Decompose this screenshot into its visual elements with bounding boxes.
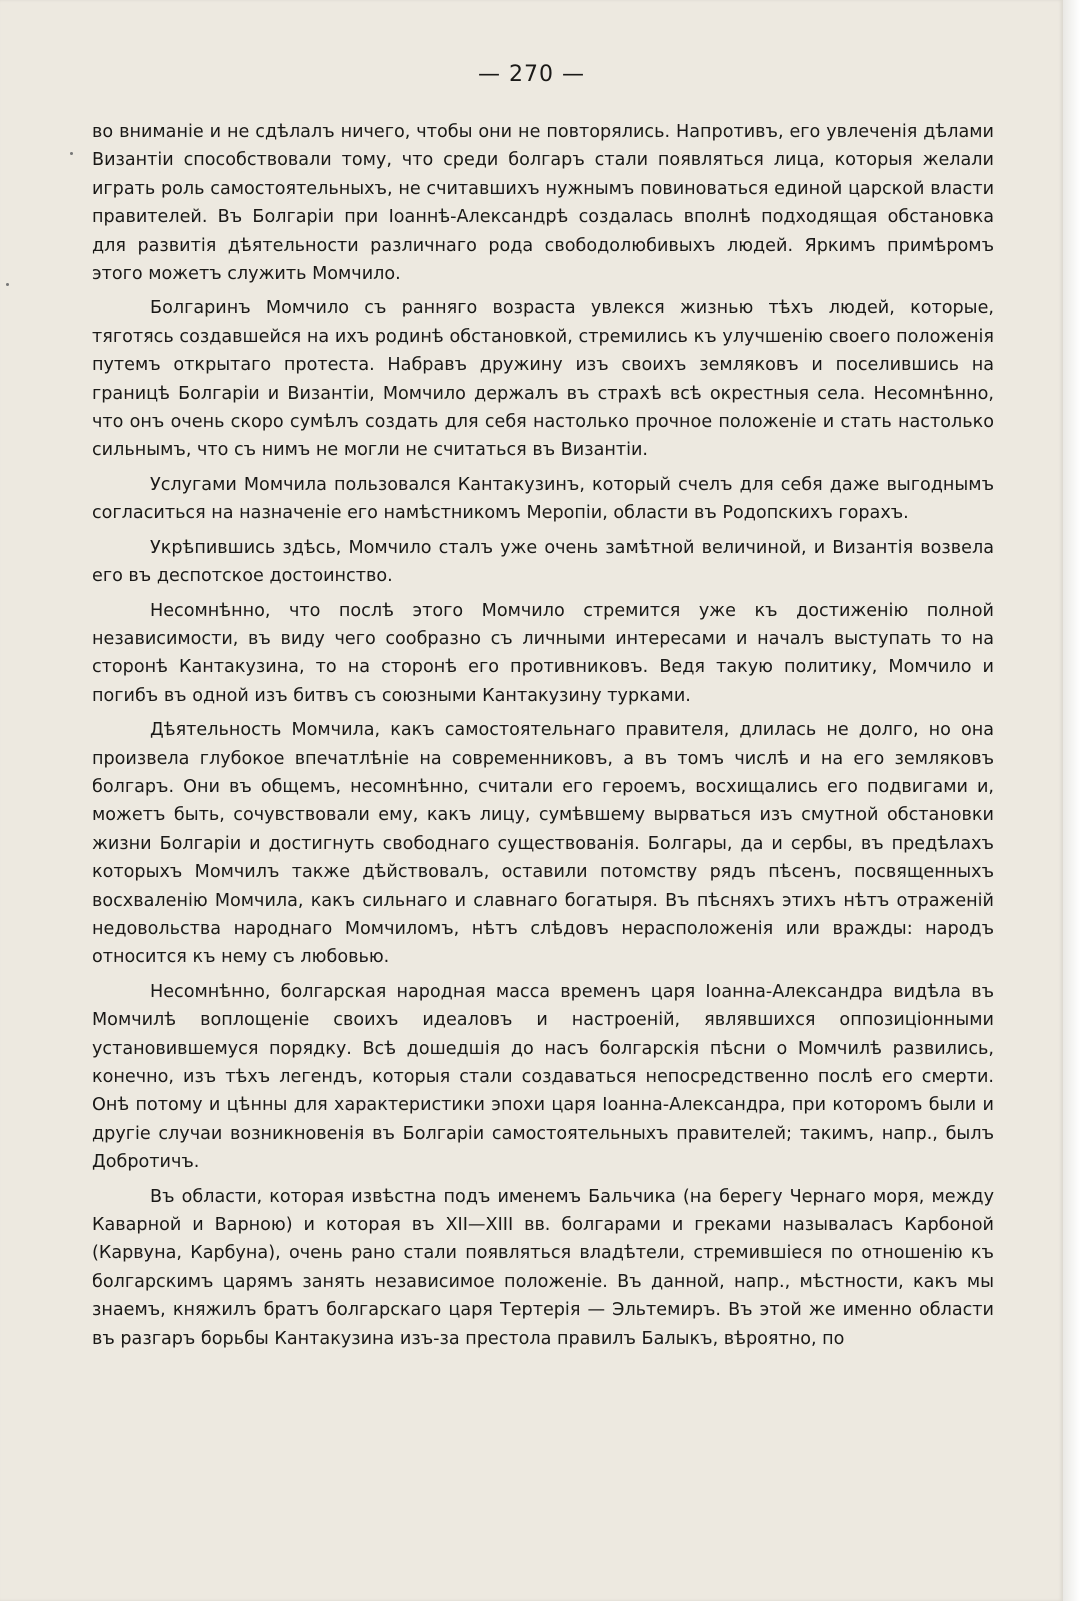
scan-speck [70,152,73,155]
paragraph-7: Несомнѣнно, болгарская народная масса временъ царя Іоанна-Александра видѣла въ Момчилѣ воплощеніе своихъ идеаловъ и настроеній, являвшихся оппозиціонными установившемуся порядку. Всѣ дошедшія до насъ болгарскія пѣсни о Момчилѣ развились, конечно, изъ тѣхъ легендъ, которыя стали создаваться непосредственно послѣ его смерти. Онѣ потому и цѣнны для характеристики эпохи царя Іоанна-Александра, при которомъ были и другіе случаи возникновенія въ Болгаріи самостоятельныхъ правителей; такимъ, напр., былъ Добротичъ. [92,981,994,1173]
paragraph-8: Въ области, которая извѣстна подъ именемъ Бальчика (на берегу Чернаго моря, между Каварной и Варною) и которая въ XII—XIII вв. болгарами и греками называласъ Карбоной (Карвуна, Карбуна), очень рано стали появляться владѣтели, стремившіеся по отношенію къ болгарскимъ царямъ занять независимое положеніе. Въ данной, напр., мѣстности, какъ мы знаемъ, княжилъ братъ болгарскаго царя Тертерія — Эльтемиръ. Въ этой же именно области въ разгаръ борьбы Кантакузина изъ-за престола правилъ Балыкъ, вѣроятно, по [92,1186,994,1349]
paragraph-5: Несомнѣнно, что послѣ этого Момчило стремится уже къ достиженію полной независимости, въ виду чего сообразно съ личными интересами и началъ выступать то на сторонѣ Кантакузина, то на сторонѣ его противниковъ. Ведя такую политику, Момчило и погибъ въ одной изъ битвъ съ союзными Кантакузину турками. [92,600,994,706]
paragraph-6: Дѣятельность Момчила, какъ самостоятельнаго правителя, длилась не долго, но она произвела глубокое впечатлѣніе на современниковъ, а въ томъ числѣ и на его земляковъ болгаръ. Они въ общемъ, несомнѣнно, считали его героемъ, восхищались его подвигами и, можетъ быть, сочувствовали ему, какъ лицу, сумѣвшему вырваться изъ смутной обстановки жизни Болгаріи и достигнуть свободнаго существованія. Болгары, да и сербы, въ предѣлахъ которыхъ Момчилъ также дѣйствовалъ, оставили потомству рядъ пѣсенъ, посвященныхъ восхваленію Момчила, какъ сильнаго и славнаго богатыря. Въ пѣсняхъ этихъ нѣтъ отраженій недовольства народнаго Момчиломъ, нѣтъ слѣдовъ нерасположенія или вражды: народъ относится къ нему съ любовью. [92,720,994,968]
page-number: — 270 — [478,62,585,87]
paragraph-3: Услугами Момчила пользовался Кантакузинъ, который счелъ для себя даже выгоднымъ согласиться на назначеніе его намѣстникомъ Меропіи, области въ Родопскихъ горахъ. [92,474,994,524]
page-edge [1063,0,1080,1601]
paragraph-4: Укрѣпившись здѣсь, Момчило сталъ уже очень замѣтной величиной, и Византія возвела его въ деспотское достоинство. [92,537,994,587]
scan-speck [6,283,9,286]
paragraph-2: Болгаринъ Момчило съ ранняго возраста увлекся жизнью тѣхъ людей, которые, тяготясь создавшейся на ихъ родинѣ обстановкой, стремились къ улучшенію своего положенія путемъ открытаго протеста. Набравъ дружину изъ своихъ земляковъ и поселившись на границѣ Болгаріи и Византіи, Момчило держалъ въ страхѣ всѣ окрестныя села. Несомнѣнно, что онъ очень скоро сумѣлъ создать для себя настолько прочное положеніе и стать настолько сильнымъ, что съ нимъ не могли не считаться въ Византіи. [92,298,994,461]
paragraph-1: во вниманіе и не сдѣлалъ ничего, чтобы они не повторялись. Напротивъ, его увлеченія дѣлами Византіи способствовали тому, что среди болгаръ стали появляться лица, которыя желали играть роль самостоятельныхъ, не считавшихъ нужнымъ повиноваться единой царской власти правителей. Въ Болгаріи при Іоаннѣ-Александрѣ создалась вполнѣ подходящая обстановка для развитія дѣятельности различнаго рода свободолюбивыхъ людей. Яркимъ примѣромъ этого можетъ служить Момчило. [92,122,994,285]
body-text [92,118,994,1359]
